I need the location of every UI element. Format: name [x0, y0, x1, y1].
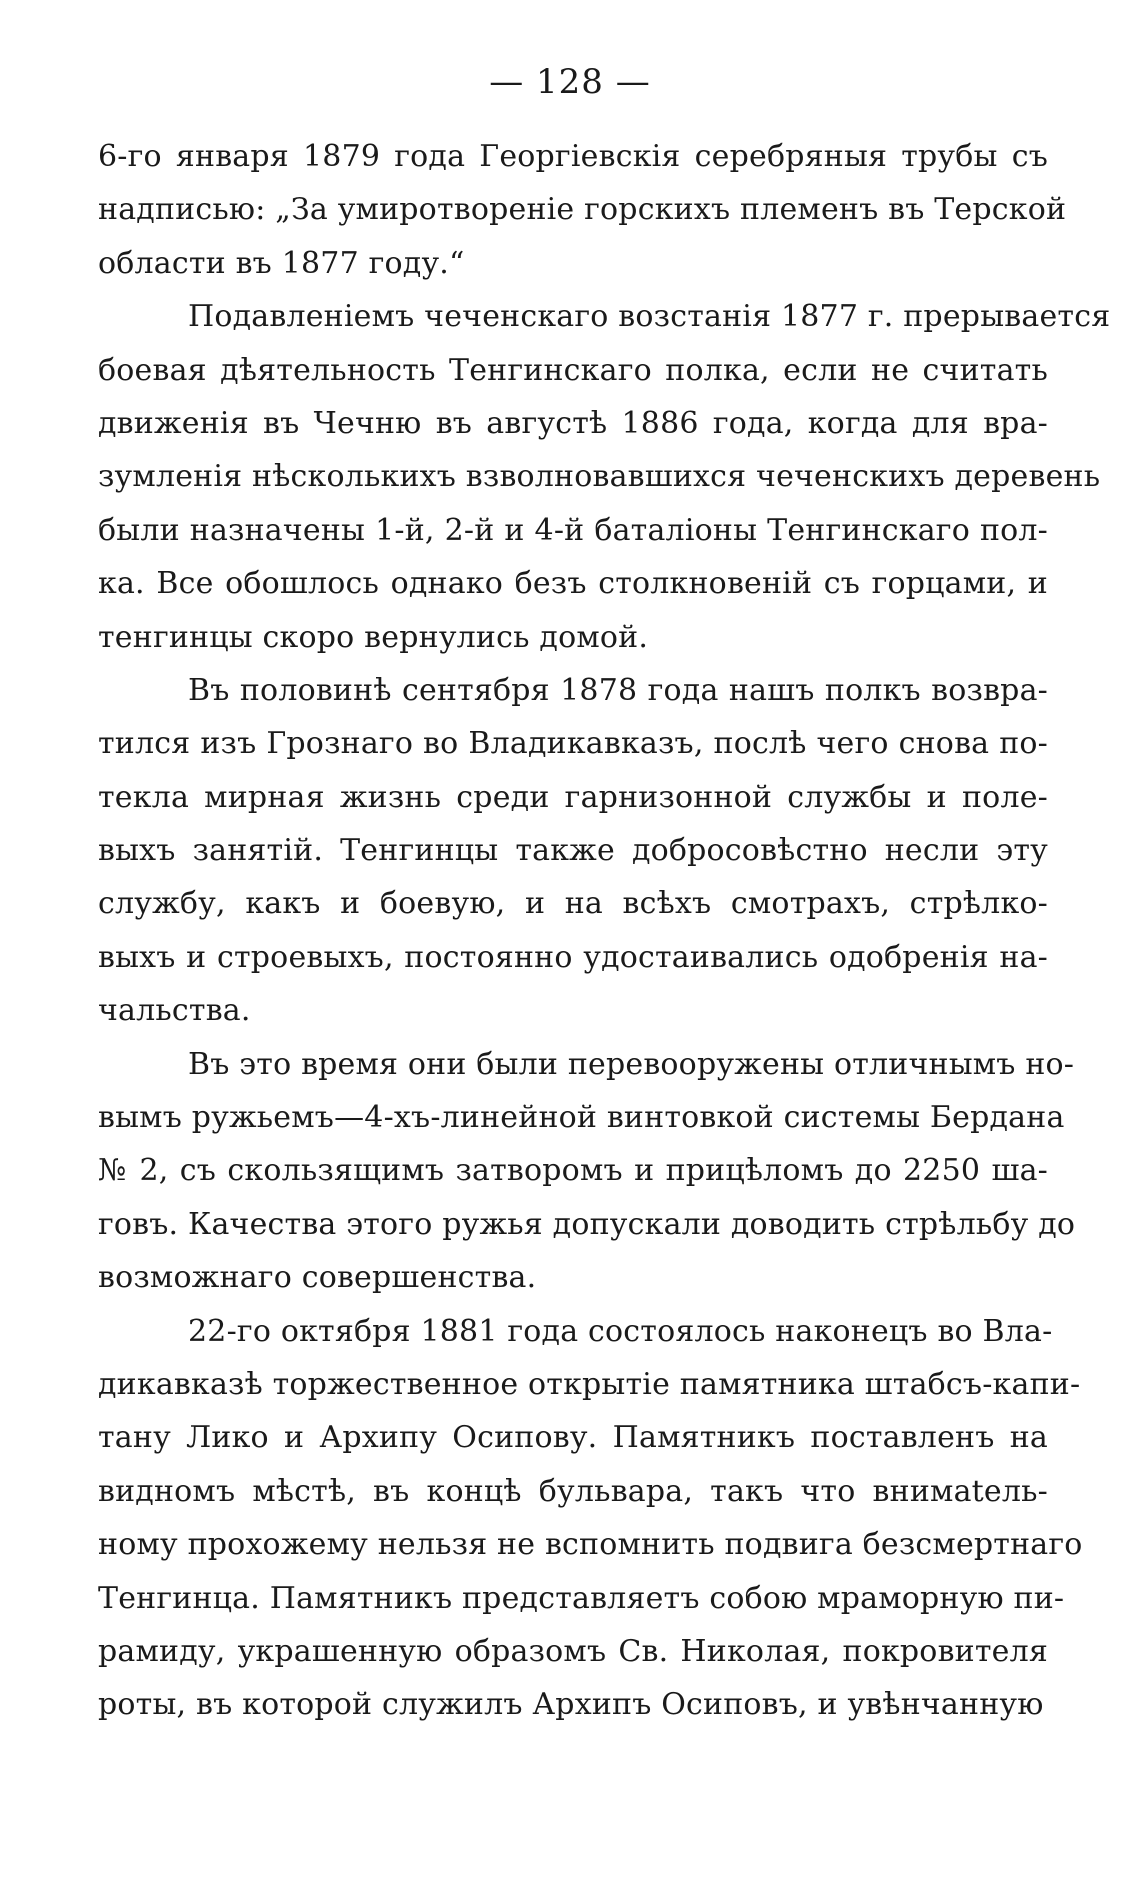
text-line: были назначены 1-й, 2-й и 4-й баталіоны Тенгинскаго пол- — [98, 512, 1048, 548]
paragraph — [98, 130, 1067, 290]
page-number: — 128 — — [489, 62, 651, 102]
text-line: текла мирная жизнь среди гарнизонной службы и поле- — [98, 779, 1048, 815]
paragraph — [98, 664, 1048, 1038]
text-line: № 2, съ скользящимъ затворомъ и прицѣломъ до 2250 ша- — [98, 1153, 1048, 1189]
text-line: говъ. Качества этого ружья допускали доводить стрѣльбу до — [98, 1206, 1076, 1242]
text-line: тану Лико и Архипу Осипову. Памятникъ поставленъ на — [98, 1420, 1048, 1456]
text-line: тенгинцы скоро вернулись домой. — [98, 619, 649, 655]
text-line: рамиду, украшенную образомъ Св. Николая, покровителя — [98, 1633, 1048, 1669]
text-line: ному прохожему нельзя не вспомнить подвига безсмертнаго — [98, 1527, 1083, 1563]
text-line: Въ это время они были перевооружены отличнымъ но- — [188, 1046, 1075, 1082]
paragraph — [98, 1038, 1076, 1305]
text-line: Тенгинца. Памятникъ представляетъ собою мраморную пи- — [98, 1580, 1065, 1616]
text-line: выхъ и строевыхъ, постоянно удостаивались одобренія на- — [98, 939, 1048, 975]
text-line: зумленія нѣсколькихъ взволновавшихся чеченскихъ деревень — [98, 459, 1101, 495]
paragraph — [98, 1305, 1083, 1732]
text-line: боевая дѣятельность Тенгинскаго полка, если не считать — [98, 352, 1048, 388]
text-line: чальства. — [98, 993, 251, 1029]
text-line: видномъ мѣстѣ, въ концѣ бульвара, такъ что внимatель- — [98, 1473, 1048, 1509]
text-line: 22-го октября 1881 года состоялось наконецъ во Вла- — [188, 1313, 1053, 1349]
text-line: Подавленіемъ чеченскаго возстанія 1877 г. прерывается — [188, 299, 1111, 335]
text-line: ка. Все обошлось однако безъ столкновеній съ горцами, и — [98, 566, 1048, 602]
text-line: тился изъ Грознаго во Владикавказъ, послѣ чего снова по- — [98, 726, 1048, 762]
text-line: выхъ занятій. Тенгинцы также добросовѣстно несли эту — [98, 833, 1048, 869]
text-line: 6-го января 1879 года Георгіевскія серебряныя трубы съ — [98, 139, 1048, 174]
text-line: Въ половинѣ сентября 1878 года нашъ полкъ возвра- — [188, 672, 1048, 708]
text-line: дикавказѣ торжественное открытіе памятника штабсъ-капи- — [98, 1366, 1081, 1402]
page-text — [98, 130, 1111, 1732]
text-line: надписью: „За умиротвореніе горскихъ племенъ въ Терской — [98, 192, 1067, 228]
text-line: роты, въ которой служилъ Архипъ Осиповъ, и увѣнчанную — [98, 1687, 1044, 1723]
text-line: службу, какъ и боевую, и на всѣхъ смотрахъ, стрѣлко- — [98, 886, 1048, 922]
paragraph — [98, 290, 1111, 664]
text-line: движенія въ Чечню въ августѣ 1886 года, когда для вра- — [98, 405, 1048, 441]
text-line: области въ 1877 году.“ — [98, 245, 465, 281]
text-line: вымъ ружьемъ—4-хъ-линейной винтовкой системы Бердана — [98, 1100, 1065, 1136]
text-line: возможнаго совершенства. — [98, 1260, 537, 1296]
